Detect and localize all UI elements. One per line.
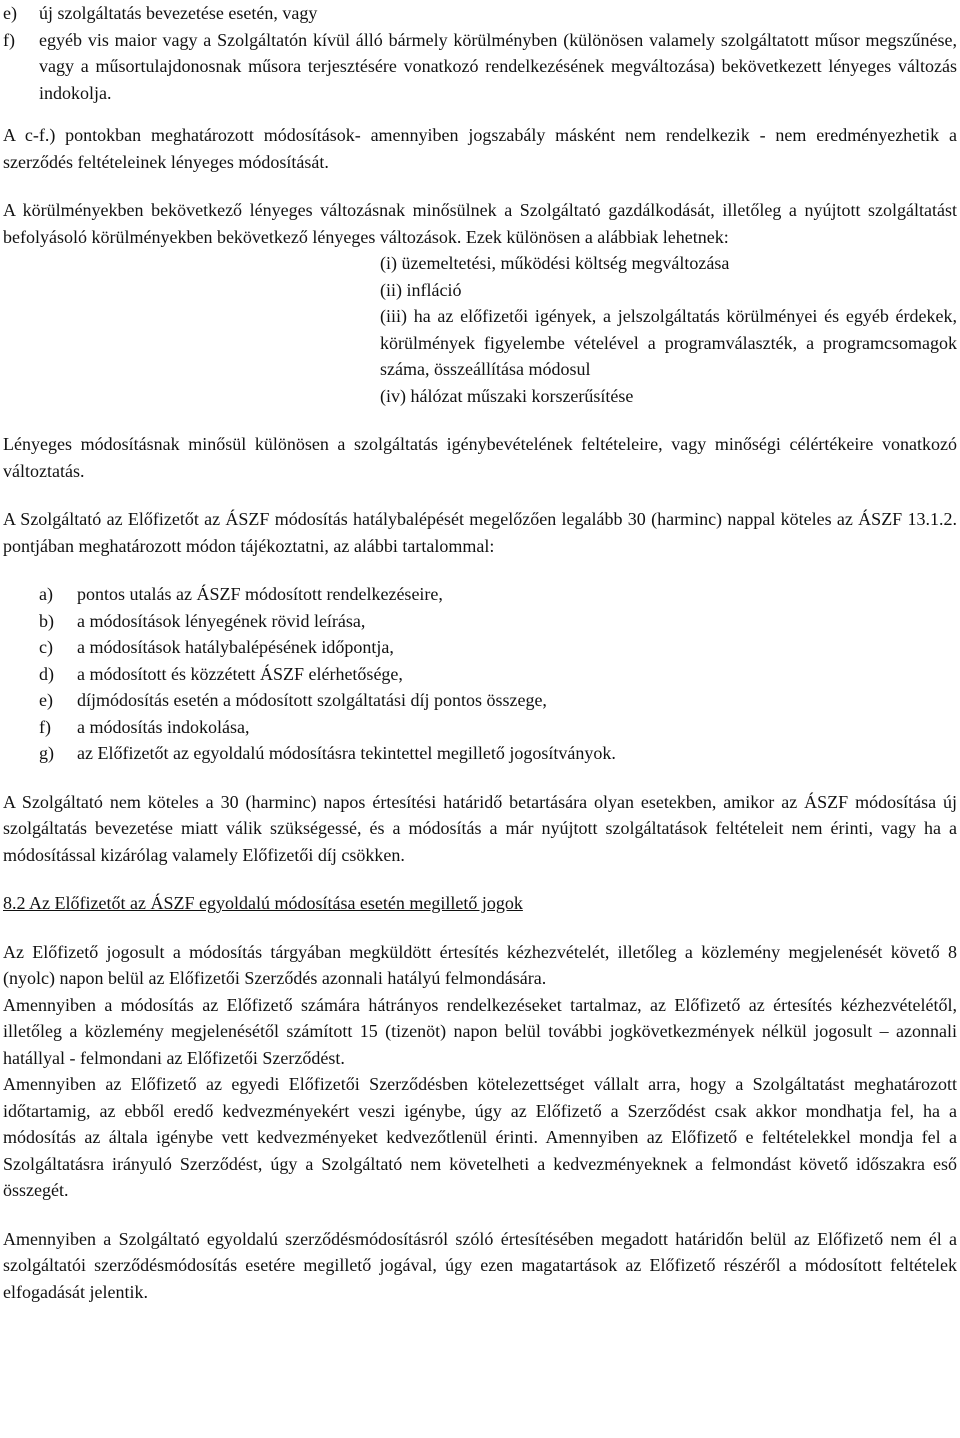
paragraph-rights: Az Előfizető jogosult a módosítás tárgyában megküldött értesítés kézhezvételét, illetőleg a közlemény megjelenését követő 8 (nyolc) napon belül az Előfizetői Szerződés azonnali hatályú felmondására. <box>3 941 957 988</box>
list-marker: a) <box>39 584 53 604</box>
list-marker: g) <box>39 743 54 763</box>
paragraph-final: Amennyiben a Szolgáltató egyoldalú szerződésmódosításról szóló értesítésében megadott határidőn belül az Előfizető nem él a szolgáltatói szerződésmódosítás esetére megillető jogával, úgy ezen magatartások az Előfizető részéről a módosított feltételek elfogadását jelentik. <box>3 1228 957 1302</box>
list-item <box>39 714 957 741</box>
list-item-text: a módosítások hatálybalépésének időpontja, <box>77 637 394 657</box>
list-item: (i) üzemeltetési, működési költség megváltozása <box>380 253 730 273</box>
list-item: (iii) ha az előfizetői igények, a jelszolgáltatás körülményei és egyéb érdekek, körülmények figyelembe vételével a programválaszték, a programcsomagok száma, összeállítása módosul <box>380 306 957 379</box>
list-item-text: egyéb vis maior vagy a Szolgáltatón kívül álló bármely körülményben (különösen valamely szolgáltatott műsor megszűnése, vagy a műsortulajdonosnak műsora terjesztésére vonatkozó rendelkezésének megváltozása) bekövetkezett lényeges változás indokolja. <box>39 29 957 103</box>
paragraph-exemption: A Szolgáltató nem köteles a 30 (harminc) napos értesítési határidő betartására olyan esetekben, amikor az ÁSZF módosítása új szolgáltatás bevezetése miatt válik szükségessé, és a módosítás a már nyújtott szolgáltatások feltételeit nem érinti, vagy ha a módosítással kizárólag valamely Előfizetői díj csökken. <box>3 791 957 865</box>
paragraph-notice: A Szolgáltató az Előfizetőt az ÁSZF módosítás hatálybalépését megelőzően legalább 30 (harminc) nappal köteles az ÁSZF 13.1.2. pontjában meghatározott módon tájékoztatni, az alábbi tartalommal: <box>3 509 957 556</box>
alpha-list <box>39 581 957 767</box>
paragraph-rights: Amennyiben az Előfizető az egyedi Előfizetői Szerződésben kötelezettséget vállalt arra, hogy a Szolgáltatást meghatározott időtartamig, az ebből eredő kedvezményekért veszi igénybe, úgy az Előfizető a Szerződést csak akkor mondhatja fel, ha a módosítás az általa igénybe vett kedvezményeket kedvezőtlenül érinti. Amennyiben az Előfizető e feltételekkel mondja fel a Szolgáltatásra irányuló Szerződést, úgy a Szolgáltató nem követelheti a kedvezményeknek a felmondást követő időszakra eső összegét. <box>3 1074 957 1200</box>
list-item: (iv) hálózat műszaki korszerűsítése <box>380 385 634 406</box>
list-item <box>39 581 957 608</box>
list-item-text: a módosítások lényegének rövid leírása, <box>77 610 366 631</box>
list-marker: c) <box>39 637 53 657</box>
paragraph-cf: A c-f.) pontokban meghatározott módosítások- amennyiben jogszabály másként nem rendelkezik - nem eredményezhetik a szerződés feltételeinek lényeges módosítását. <box>3 125 957 172</box>
list-marker: e) <box>39 690 53 710</box>
list-marker: b) <box>39 610 54 631</box>
list-item: (ii) infláció <box>380 279 462 300</box>
list-item <box>3 27 957 107</box>
section-heading: 8.2 Az Előfizetőt az ÁSZF egyoldalú módosítása esetén megillető jogok <box>3 893 523 913</box>
roman-list <box>380 250 957 409</box>
list-item <box>39 740 957 767</box>
list-item-text: az Előfizetőt az egyoldalú módosításra tekintettel megillető jogosítványok. <box>77 743 616 763</box>
list-item <box>39 634 957 661</box>
list-item <box>39 608 957 635</box>
list-item-text: díjmódosítás esetén a módosított szolgáltatási díj pontos összege, <box>77 690 547 710</box>
list-marker: d) <box>39 663 54 684</box>
paragraph-material-change: Lényeges módosításnak minősül különösen a szolgáltatás igénybevételének feltételeire, vagy minőségi célértékeire vonatkozó változtatás. <box>3 434 957 481</box>
paragraph-rights: Amennyiben a módosítás az Előfizető számára hátrányos rendelkezéseket tartalmaz, az Előfizető az értesítés kézhezvételétől, illetőleg a közlemény megjelenésétől számított 15 (tizenöt) napon belül további jogkövetkezmények nélkül jogosult – azonnali hatállyal - felmondani az Előfizetői Szerződést. <box>3 994 957 1068</box>
list-item-text: a módosítás indokolása, <box>77 716 250 737</box>
list-item-text: a módosított és közzétett ÁSZF elérhetősége, <box>77 663 403 684</box>
list-item-text: új szolgáltatás bevezetése esetén, vagy <box>39 3 318 23</box>
list-item-text: pontos utalás az ÁSZF módosított rendelkezéseire, <box>77 584 443 604</box>
paragraph-circumstances: A körülményekben bekövetkező lényeges változásnak minősülnek a Szolgáltató gazdálkodását, illetőleg a nyújtott szolgáltatást befolyásoló körülményekben bekövetkező lényeges változások. Ezek különösen a alábbiak lehetnek: <box>3 200 957 247</box>
list-item <box>39 687 957 714</box>
list-item <box>3 0 957 27</box>
list-item <box>39 661 957 688</box>
list-marker: f) <box>3 29 15 50</box>
list-marker: e) <box>3 3 17 23</box>
list-marker: f) <box>39 716 51 737</box>
